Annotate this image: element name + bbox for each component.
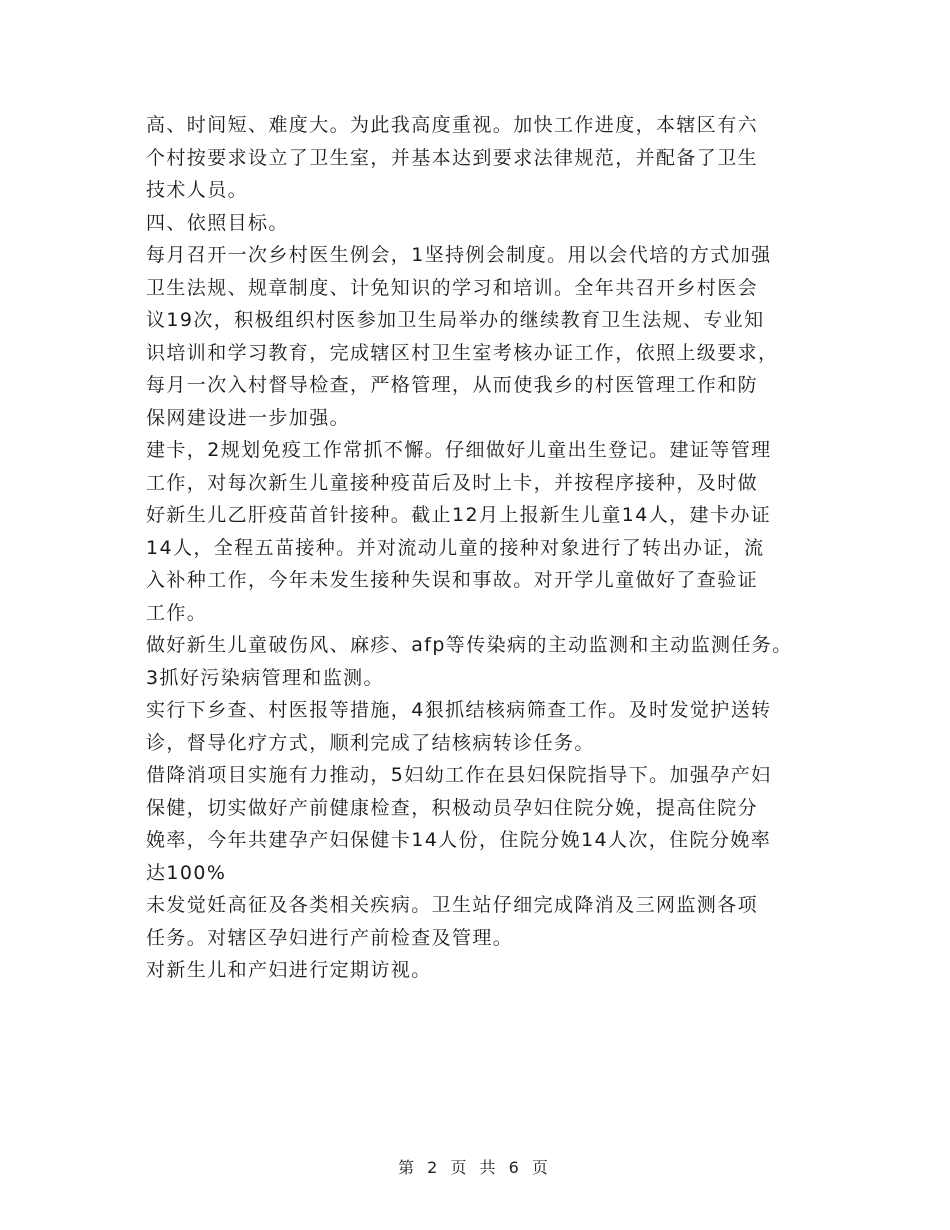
text-line: 3抓好污染病管理和监测。: [146, 666, 384, 689]
text-line: 借降消项目实施有力推动，5妇幼工作在县妇保院指导下。加强孕产妇: [146, 764, 772, 786]
text-line: 识培训和学习教育，完成辖区村卫生室考核办证工作，依照上级要求，: [146, 341, 779, 364]
text-line: 未发觉妊高征及各类相关疾病。卫生站仔细完成降消及三网监测各项: [146, 894, 759, 916]
text-line: 工作，对每次新生儿童接种疫苗后及时上卡，并按程序接种，及时做: [146, 471, 759, 494]
text-line: 保网建设进一步加强。: [146, 406, 351, 429]
section-heading: 四、依照目标。: [146, 211, 289, 234]
text-line: 高、时间短、难度大。为此我高度重视。加快工作进度，本辖区有六: [146, 114, 759, 136]
body-text: [146, 109, 846, 987]
text-line: 达100%: [146, 861, 227, 884]
text-line: 技术人员。: [146, 179, 249, 201]
page-number-footer: 第 2 页 共 6 页: [398, 1158, 552, 1177]
text-line: 卫生法规、规章制度、计免知识的学习和培训。全年共召开乡村医会: [146, 276, 759, 299]
text-line: 做好新生儿童破伤风、麻疹、afp等传染病的主动监测和主动监测任务。: [146, 634, 793, 656]
text-line: 实行下乡查、村医报等措施，4狠抓结核病筛查工作。及时发觉护送转: [146, 699, 772, 721]
text-line: 入补种工作，今年未发生接种失误和事故。对开学儿童做好了查验证: [146, 569, 759, 591]
text-line: 个村按要求设立了卫生室，并基本达到要求法律规范，并配备了卫生: [146, 146, 759, 169]
text-line: 每月一次入村督导检查，严格管理，从而使我乡的村医管理工作和防: [146, 374, 759, 396]
text-line: 娩率，今年共建孕产妇保健卡14人份，住院分娩14人次，住院分娩率: [146, 829, 772, 851]
text-line: 建卡，2规划免疫工作常抓不懈。仔细做好儿童出生登记。建证等管理: [146, 439, 772, 461]
text-line: 诊，督导化疗方式，顺利完成了结核病转诊任务。: [146, 731, 595, 754]
text-line: 议19次，积极组织村医参加卫生局举办的继续教育卫生法规、专业知: [146, 309, 765, 331]
text-line: 好新生儿乙肝疫苗首针接种。截止12月上报新生儿童14人，建卡办证: [146, 504, 772, 526]
text-line: 对新生儿和产妇进行定期访视。: [146, 959, 432, 981]
text-line: 任务。对辖区孕妇进行产前检查及管理。: [146, 926, 514, 949]
text-line: 14人，全程五苗接种。并对流动儿童的接种对象进行了转出办证，流: [146, 536, 765, 559]
text-line: 工作。: [146, 601, 208, 624]
text-line: 保健，切实做好产前健康检查，积极动员孕妇住院分娩，提高住院分: [146, 796, 759, 819]
text-line: 每月召开一次乡村医生例会，1坚持例会制度。用以会代培的方式加强: [146, 244, 772, 266]
